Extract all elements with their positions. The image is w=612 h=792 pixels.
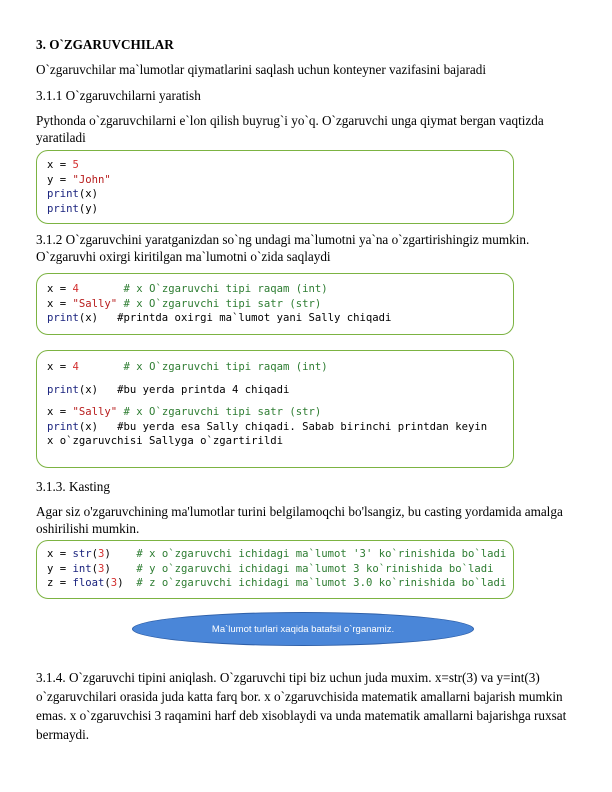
code-line xyxy=(47,383,289,398)
code-token: (x) xyxy=(78,188,99,200)
code-token: 3 xyxy=(98,562,105,575)
code-comment: # x O`zgaruvchi tipi satr (str) xyxy=(117,297,322,310)
code-token: float xyxy=(72,577,105,589)
code-token: 4 xyxy=(72,283,79,295)
code-comment: # x O`zgaruvchi tipi raqam (int) xyxy=(78,361,328,373)
code-token: y = xyxy=(47,562,73,575)
code-line xyxy=(47,202,98,217)
code-token: ) xyxy=(104,548,130,560)
code-line xyxy=(47,297,321,312)
code-comment: # x O`zgaruvchi tipi raqam (int) xyxy=(78,283,328,295)
code-line xyxy=(47,547,506,562)
section-heading: 3. O`ZGARUVCHILAR xyxy=(36,37,174,52)
code-token: "John" xyxy=(72,173,111,186)
code-line xyxy=(47,576,506,591)
code-comment: # x O`zgaruvchi tipi satr (str) xyxy=(117,406,322,418)
paragraph-313: Agar siz o'zgaruvchining ma'lumotlar turini belgilamoqchi bo'lsangiz, bu casting yordamida amalga oshirilishi mumkin. xyxy=(36,504,563,536)
code-token: 3 xyxy=(98,548,105,560)
code-line xyxy=(47,360,328,375)
code-token: x = xyxy=(47,406,73,418)
code-line xyxy=(47,173,111,188)
code-comment: # z o`zgaruvchi ichidagi ma`lumot 3.0 ko`rinishida bo`ladi xyxy=(123,577,507,589)
code-token: ( xyxy=(91,548,99,560)
code-line xyxy=(47,420,487,435)
code-token: print xyxy=(47,384,79,396)
code-token: 4 xyxy=(72,361,79,373)
code-comment: # x o`zgaruvchi ichidagi ma`lumot '3' ko`rinishida bo`ladi xyxy=(129,548,507,560)
code-token: (x) #bu yerda esa Sally chiqadi. Sabab birinchi printdan keyin xyxy=(78,420,488,433)
code-token: str xyxy=(72,548,92,560)
code-token: ) xyxy=(104,562,130,575)
code-token: print xyxy=(47,202,79,215)
paragraph-314: 3.1.4. O`zgaruvchi tipini aniqlash. O`zgaruvchi tipi biz uchun juda muxim. x=str(3) va y=int(3) o`zgaruvchilari orasida juda katta farq bor. x o`zgaruvchisida matematik amallarni bajarish mumkin emas. x o`zgaruvchisi 3 raqamini harf deb xisoblaydi va unda matematik amallarni bajarishga ruxsat bermaydi. xyxy=(36,670,567,742)
code-token: print xyxy=(47,420,79,433)
code-token: print xyxy=(47,312,79,324)
code-token: x = xyxy=(47,297,73,310)
code-comment: # y o`zgaruvchi ichidagi ma`lumot 3 ko`rinishida bo`ladi xyxy=(129,562,494,575)
code-token: print xyxy=(47,188,79,200)
code-token: "Sally" xyxy=(72,406,118,418)
code-token: (x) #bu yerda printda 4 chiqadi xyxy=(78,384,290,396)
code-block-3 xyxy=(36,350,514,468)
paragraph-312: 3.1.2 O`zgaruvchini yaratganizdan so`ng undagi ma`lumotni ya`na o`zgartirishingiz mumkin. O`zgaruvhi oxirgi kiritilgan ma`lumotni o`zida saqlaydi xyxy=(36,232,530,264)
code-block-1 xyxy=(36,150,514,224)
code-line xyxy=(47,158,79,173)
code-token: x o`zgaruvchisi Sallyga o`zgartirildi xyxy=(47,435,283,447)
code-token: ( xyxy=(91,562,99,575)
code-token: ) xyxy=(117,577,124,589)
code-token: 5 xyxy=(72,159,79,171)
code-line xyxy=(47,311,391,326)
code-token: x = xyxy=(47,361,73,373)
code-token: ( xyxy=(104,577,111,589)
code-token: (x) #printda oxirgi ma`lumot yani Sally chiqadi xyxy=(78,312,392,324)
code-token: y = xyxy=(47,173,73,186)
code-line xyxy=(47,434,283,449)
code-token: 3 xyxy=(110,577,118,589)
code-token: z = xyxy=(47,577,73,589)
code-block-2 xyxy=(36,273,514,335)
code-line xyxy=(47,282,328,297)
subsection-title-311: 3.1.1 O`zgaruvchilarni yaratish xyxy=(36,88,201,103)
code-token: int xyxy=(72,562,92,575)
code-block-4 xyxy=(36,540,514,599)
code-token: x = xyxy=(47,283,73,295)
code-token: (y) xyxy=(78,202,99,215)
code-line xyxy=(47,562,494,577)
code-token: x = xyxy=(47,159,73,171)
intro-paragraph: O`zgaruvchilar ma`lumotlar qiymatlarini saqlash uchun konteyner vazifasini bajaradi xyxy=(36,62,487,77)
subsection-title-313: 3.1.3. Kasting xyxy=(36,479,110,494)
info-callout-oval: Ma`lumot turlari xaqida batafsil o`rganamiz. xyxy=(132,612,474,646)
code-line xyxy=(47,405,321,420)
paragraph-311: Pythonda o`zgaruvchilarni e`lon qilish buyrug`i yo`q. O`zgaruvchi unga qiymat bergan vaqtizda yaratiladi xyxy=(36,113,544,145)
code-token: "Sally" xyxy=(72,297,118,310)
code-token: x = xyxy=(47,548,73,560)
code-line xyxy=(47,187,98,202)
